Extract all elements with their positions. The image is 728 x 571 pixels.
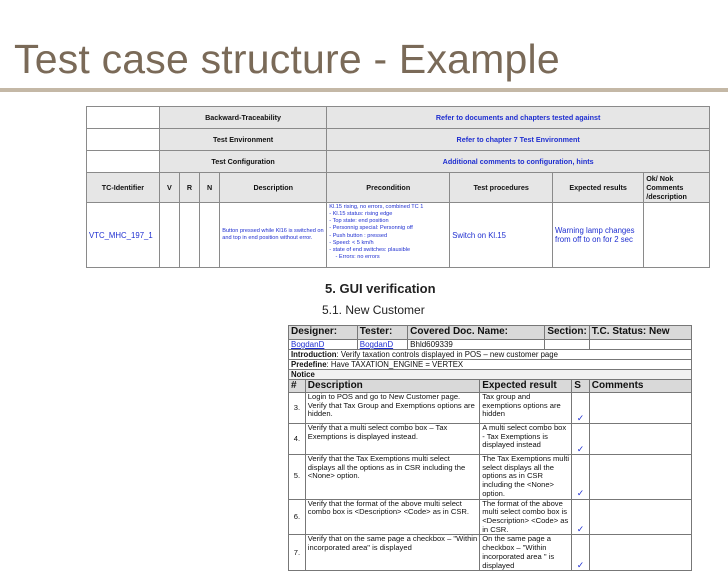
notice-label: Notice	[291, 370, 315, 379]
title-divider	[0, 88, 728, 92]
step-row	[289, 393, 692, 424]
step-row	[289, 455, 692, 500]
test-environment-value: Refer to chapter 7 Test Environment	[327, 129, 710, 151]
col-n: N	[200, 173, 220, 203]
step-expected: The Tax Exemptions multi select displays all the options as in CSR including the <None> option.	[480, 455, 572, 500]
step-description: Login to POS and go to New Customer page. Verify that Tax Group and Exemptions options are hidden.	[305, 393, 479, 424]
introduction-text: : Verify taxation controls displayed in POS – new customer page	[336, 350, 558, 359]
step-description: Verify that on the same page a checkbox – "Within incorporated area" is displayed	[305, 535, 479, 571]
precondition-line: - state of end switches: plausible	[329, 246, 411, 253]
step-number: 5.	[289, 455, 306, 500]
col-comments: Comments	[589, 380, 691, 393]
step-row	[289, 424, 692, 455]
r-cell	[179, 203, 199, 268]
col-tc-identifier: TC-Identifier	[87, 173, 160, 203]
predefine-label: Predefine	[291, 360, 327, 369]
step-expected: Tax group and exemptions options are hidden	[480, 393, 572, 424]
section-value	[545, 340, 589, 350]
blank-cell	[87, 129, 160, 151]
test-configuration-value: Additional comments to configuration, hints	[327, 151, 710, 173]
covered-doc-label: Covered Doc. Name:	[408, 326, 545, 340]
precondition-line: - Push button : pressed	[329, 232, 388, 239]
designer-header-row	[289, 326, 692, 340]
col-v: V	[159, 173, 179, 203]
step-check-icon: ✓	[572, 535, 590, 571]
precondition-line: - Kl.15 status: rising edge	[329, 211, 393, 218]
col-step-description: Description	[305, 380, 479, 393]
col-precondition: Precondition	[327, 173, 450, 203]
section-label: Section:	[545, 326, 589, 340]
designer-name: BogdanD	[289, 340, 358, 350]
step-number: 7.	[289, 535, 306, 571]
step-expected: The format of the above multi select combo box is <Description> <Code> as in CSR.	[480, 499, 572, 535]
step-row	[289, 535, 692, 571]
predefine-cell	[289, 360, 692, 370]
names-row	[289, 340, 692, 350]
tc-status-value	[589, 340, 691, 350]
tester-name: BogdanD	[357, 340, 407, 350]
col-ok-nok: Ok/ Nok Comments /description	[644, 173, 710, 203]
blank-cell	[87, 151, 160, 173]
notice-row	[289, 370, 692, 380]
predefine-text: : Have TAXATION_ENGINE = VERTEX	[326, 360, 464, 369]
expected-cell: Warning lamp changes from off to on for 2 sec	[553, 203, 644, 268]
tc-status-label: T.C. Status: New	[589, 326, 691, 340]
introduction-label: Introduction	[291, 350, 337, 359]
ok-nok-cell	[644, 203, 710, 268]
step-comments	[589, 535, 691, 571]
col-description: Description	[220, 173, 327, 203]
step-comments	[589, 499, 691, 535]
covered-doc-name: Bhld609339	[408, 340, 545, 350]
configuration-row	[87, 151, 710, 173]
traceability-row	[87, 107, 710, 129]
precondition-line: - Personnig special: Personnig off	[329, 225, 413, 232]
col-num: #	[289, 380, 306, 393]
step-check-icon: ✓	[572, 455, 590, 500]
step-description: Verify that a multi select combo box – Tax Exemptions is displayed instead.	[305, 424, 479, 455]
col-test-procedures: Test procedures	[450, 173, 553, 203]
precondition-line: - Errors: no errors	[329, 254, 380, 261]
step-comments	[589, 393, 691, 424]
n-cell	[200, 203, 220, 268]
notice-cell	[289, 370, 692, 380]
predefine-row	[289, 360, 692, 370]
gui-test-table	[288, 325, 692, 571]
column-header-row	[87, 173, 710, 203]
test-configuration-label: Test Configuration	[159, 151, 326, 173]
test-environment-label: Test Environment	[159, 129, 326, 151]
step-expected: A multi select combo box - Tax Exemptions is displayed instead	[480, 424, 572, 455]
blank-cell	[87, 107, 160, 129]
tester-label: Tester:	[357, 326, 407, 340]
col-s: S	[572, 380, 590, 393]
test-case-table	[86, 106, 710, 268]
section-heading: 5. GUI verification	[325, 281, 436, 296]
step-row	[289, 499, 692, 535]
step-comments	[589, 424, 691, 455]
step-number: 3.	[289, 393, 306, 424]
step-expected: On the same page a checkbox – "Within incorporated area " is displayed	[480, 535, 572, 571]
precondition-line: Kl.15 rising, no errors, combined TC 1	[329, 204, 424, 210]
precondition-line: - Speed: < 5 km/h	[329, 239, 374, 246]
precondition-line: - Top state: end position	[329, 218, 389, 225]
description-cell: Button pressed while Kl16 is switched on and top in end position without error.	[220, 203, 327, 268]
introduction-row	[289, 350, 692, 360]
test-case-row	[87, 203, 710, 268]
step-check-icon: ✓	[572, 424, 590, 455]
step-number: 4.	[289, 424, 306, 455]
v-cell	[159, 203, 179, 268]
precondition-cell	[327, 203, 450, 268]
environment-row	[87, 129, 710, 151]
section-subheading: 5.1. New Customer	[322, 303, 425, 317]
backward-traceability-value: Refer to documents and chapters tested against	[327, 107, 710, 129]
step-description: Verify that the format of the above multi select combo box is <Description> <Code> as in CSR.	[305, 499, 479, 535]
designer-label: Designer:	[289, 326, 358, 340]
col-expected-results: Expected results	[553, 173, 644, 203]
steps-header-row	[289, 380, 692, 393]
step-check-icon: ✓	[572, 393, 590, 424]
step-check-icon: ✓	[572, 499, 590, 535]
col-expected-result: Expected result	[480, 380, 572, 393]
step-number: 6.	[289, 499, 306, 535]
tc-identifier-cell: VTC_MHC_197_1	[87, 203, 160, 268]
procedure-cell: Switch on Kl.15	[450, 203, 553, 268]
introduction-cell	[289, 350, 692, 360]
slide-title: Test case structure - Example	[14, 36, 560, 82]
backward-traceability-label: Backward-Traceability	[159, 107, 326, 129]
step-comments	[589, 455, 691, 500]
col-r: R	[179, 173, 199, 203]
step-description: Verify that the Tax Exemptions multi select displays all the options as in CSR including the <None> option.	[305, 455, 479, 500]
